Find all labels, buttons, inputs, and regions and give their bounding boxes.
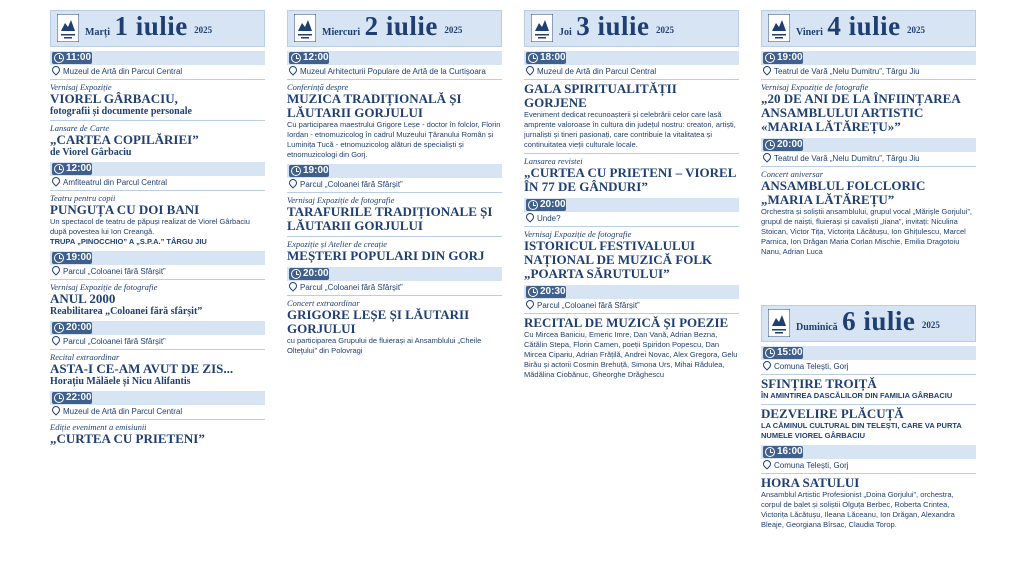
time-badge	[52, 392, 92, 404]
day-header	[50, 10, 265, 47]
time-badge	[289, 165, 329, 177]
event-location	[761, 66, 976, 76]
event-title: TARAFURILE TRADIȚIONALE ȘI LĂUTARII GORJULUI	[287, 204, 493, 233]
day-header	[287, 10, 502, 47]
event-title: ANUL 2000	[50, 291, 116, 306]
event-subtitle: Reabilitarea „Coloanei fără sfârșit”	[50, 306, 203, 317]
event-time: 12:00	[303, 52, 329, 63]
event-time: 19:00	[777, 52, 803, 63]
event-time: 20:00	[540, 199, 566, 210]
day-column	[761, 305, 976, 530]
event-category: Recital extraordinar	[50, 352, 120, 362]
event-category: Vernisaj Expoziție	[50, 82, 112, 92]
event-location	[50, 66, 265, 76]
map-pin-icon	[761, 151, 772, 162]
event-subtitle: de Viorel Gârbaciu	[50, 147, 132, 158]
time-bar	[524, 198, 739, 212]
time-badge	[52, 163, 92, 175]
time-bar	[524, 285, 739, 299]
event-category: Expoziție și Atelier de creație	[287, 239, 388, 249]
divider	[524, 226, 739, 227]
event-title: ISTORICUL FESTIVALULUI NAȚIONAL DE MUZICĂ FOLK „POARTA SĂRUTULUI”	[524, 238, 713, 281]
divider	[524, 79, 739, 80]
map-pin-icon	[761, 458, 772, 469]
time-badge	[763, 446, 803, 458]
clock-icon	[54, 393, 64, 403]
event-time: 11:00	[66, 52, 92, 63]
time-bar	[761, 346, 976, 360]
time-bar	[287, 51, 502, 65]
map-pin-icon	[50, 404, 61, 415]
time-badge	[526, 286, 566, 298]
day-name: Miercuri	[322, 27, 361, 38]
time-badge	[763, 347, 803, 359]
time-bar	[50, 321, 265, 335]
event-title: HORA SATULUI	[761, 475, 860, 490]
day-year: 2025	[907, 25, 926, 35]
event-category: Lansarea revistei	[524, 156, 583, 166]
divider	[761, 404, 976, 405]
location-text: Amfiteatrul din Parcul Central	[63, 178, 168, 187]
event-block	[50, 162, 265, 247]
event-category: Ediție eveniment a emisiunii	[50, 422, 147, 432]
time-badge	[526, 199, 566, 211]
event-location	[524, 66, 739, 76]
event-title: „CURTEA CU PRIETENI – VIOREL ÎN 77 DE GÂNDURI”	[524, 165, 736, 194]
event-title: SFINȚIRE TROIȚĂ	[761, 376, 877, 391]
time-bar	[524, 51, 739, 65]
event-time: 22:00	[66, 392, 92, 403]
event-block	[761, 138, 976, 257]
divider	[50, 190, 265, 191]
clock-icon	[54, 164, 64, 174]
event-title: MUZICA TRADIȚIONALĂ ȘI LĂUTARII GORJULUI	[287, 91, 462, 120]
time-badge	[763, 52, 803, 64]
location-text: Parcul „Coloanei fără Sfârșit”	[63, 337, 166, 346]
map-pin-icon	[761, 64, 772, 75]
location-text: Parcul „Coloanei fără Sfârșit”	[537, 301, 640, 310]
event-title: „CURTEA CU PRIETENI”	[50, 431, 205, 446]
event-time: 18:00	[540, 52, 566, 63]
day-date: 1 iulie	[114, 11, 188, 41]
location-text: Parcul „Coloanei fără Sfârșit”	[63, 267, 166, 276]
map-pin-icon	[50, 264, 61, 275]
event-location	[50, 177, 265, 187]
day-header	[761, 10, 976, 47]
divider	[50, 349, 265, 350]
day-title	[796, 11, 975, 42]
location-text: Muzeul de Artă din Parcul Central	[63, 67, 183, 76]
event-location	[287, 66, 502, 76]
time-bar	[50, 391, 265, 405]
divider	[761, 79, 976, 80]
event-block	[524, 51, 739, 150]
event-block	[761, 346, 976, 401]
event-location	[761, 361, 976, 371]
event-title: GALA SPIRITUALITĂȚII GORJENE	[524, 81, 677, 110]
day-year: 2025	[921, 320, 940, 330]
divider	[524, 313, 739, 314]
event-block	[50, 321, 265, 387]
event-category: Concert aniversar	[761, 169, 824, 179]
day-header	[524, 10, 739, 47]
location-text: Muzeul de Artă din Parcul Central	[537, 67, 657, 76]
event-title: PUNGUȚA CU DOI BANI	[50, 202, 200, 217]
location-text: Parcul „Coloanei fără Sfârșit”	[300, 180, 403, 189]
clock-icon	[765, 53, 775, 63]
event-category: Lansare de Carte	[50, 123, 110, 133]
event-block	[50, 120, 265, 158]
event-block	[761, 51, 976, 134]
divider	[287, 295, 502, 296]
time-badge	[52, 252, 92, 264]
map-pin-icon	[287, 280, 298, 291]
time-bar	[50, 251, 265, 265]
map-pin-icon	[524, 298, 535, 309]
event-time: 12:00	[66, 163, 92, 174]
event-location	[761, 153, 976, 163]
divider	[287, 79, 502, 80]
day-year: 2025	[444, 25, 463, 35]
event-location	[287, 282, 502, 292]
festival-logo-icon	[294, 14, 316, 42]
event-block	[287, 51, 502, 160]
clock-icon	[291, 166, 301, 176]
day-title	[322, 11, 501, 42]
event-title: RECITAL DE MUZICĂ ȘI POEZIE	[524, 315, 729, 330]
event-block	[287, 236, 502, 263]
event-time: 15:00	[777, 347, 803, 358]
day-name: Duminică	[796, 322, 838, 333]
event-category: Concert extraordinar	[287, 298, 360, 308]
day-date: 2 iulie	[364, 11, 438, 41]
clock-icon	[528, 200, 538, 210]
event-time: 16:00	[777, 446, 803, 457]
day-name: Marți	[85, 27, 110, 38]
time-badge	[526, 52, 566, 64]
location-text: Muzeul Arhitecturii Populare de Artă de la Curtișoara	[300, 67, 486, 76]
event-time: 19:00	[66, 252, 92, 263]
map-pin-icon	[524, 211, 535, 222]
time-badge	[289, 52, 329, 64]
time-badge	[763, 139, 803, 151]
event-category: Vernisaj Expoziție de fotografie	[761, 82, 869, 92]
event-location	[524, 213, 739, 223]
day-date: 6 iulie	[842, 306, 916, 336]
day-column	[287, 10, 502, 356]
event-title: VIOREL GÂRBACIU,	[50, 91, 178, 106]
map-pin-icon	[761, 359, 772, 370]
festival-logo-icon	[768, 309, 790, 337]
clock-icon	[765, 447, 775, 457]
map-pin-icon	[287, 64, 298, 75]
day-title	[85, 11, 264, 42]
event-title: „CARTEA COPILĂRIEI”	[50, 132, 199, 147]
event-block	[50, 391, 265, 446]
event-note: TRUPA „PINOCCHIO” A „S.P.A.” TÂRGU JIU	[50, 237, 207, 246]
map-pin-icon	[50, 64, 61, 75]
event-note: ÎN AMINTIREA DASCĂLILOR DIN FAMILIA GÂRBACIU	[761, 391, 953, 400]
clock-icon	[528, 287, 538, 297]
event-block	[761, 445, 976, 530]
time-badge	[52, 52, 92, 64]
event-description: Un spectacol de teatru de păpuși realizat de Viorel Gârbaciu după povestea lui Ion Creangă.	[50, 217, 250, 236]
clock-icon	[54, 253, 64, 263]
time-bar	[50, 51, 265, 65]
event-category: Vernisaj Expoziție de fotografie	[287, 195, 395, 205]
map-pin-icon	[524, 64, 535, 75]
event-description: Eveniment dedicat recunoașterii și celebrării celor care lasă amprente valoroase în cultura din județul nostru: creatori, artiști, jurnaliști și tineri pasionați, care contribuie la vitalitatea și continuitatea vieții culturale locale.	[524, 110, 736, 149]
location-text: Muzeul de Artă din Parcul Central	[63, 407, 183, 416]
day-year: 2025	[655, 25, 674, 35]
event-time: 20:00	[66, 322, 92, 333]
time-badge	[289, 268, 329, 280]
event-category: Teatru pentru copii	[50, 193, 116, 203]
event-category: Conferință despre	[287, 82, 349, 92]
event-category: Vernisaj Expoziție de fotografie	[50, 282, 158, 292]
event-title: GRIGORE LEȘE ȘI LĂUTARII GORJULUI	[287, 307, 470, 336]
time-bar	[761, 445, 976, 459]
event-title: MEȘTERI POPULARI DIN GORJ	[287, 248, 485, 263]
event-subtitle: fotografii și documente personale	[50, 106, 192, 117]
day-header	[761, 305, 976, 342]
event-location	[287, 179, 502, 189]
divider	[524, 153, 739, 154]
event-block	[50, 51, 265, 117]
event-location	[50, 266, 265, 276]
time-bar	[761, 138, 976, 152]
day-name: Vineri	[796, 27, 823, 38]
location-text: Comuna Telești, Gorj	[774, 461, 849, 470]
festival-logo-icon	[57, 14, 79, 42]
event-block	[524, 198, 739, 281]
event-location	[50, 406, 265, 416]
event-subtitle: Horațiu Mălăele și Nicu Alifantis	[50, 376, 191, 387]
divider	[50, 79, 265, 80]
event-block	[524, 285, 739, 380]
event-title: ASTA-I CE-AM AVUT DE ZIS...	[50, 361, 234, 376]
map-pin-icon	[287, 177, 298, 188]
day-column	[50, 10, 265, 446]
location-text: Comuna Telești, Gorj	[774, 362, 849, 371]
divider	[50, 279, 265, 280]
divider	[761, 166, 976, 167]
event-time: 20:00	[303, 268, 329, 279]
day-date: 4 iulie	[827, 11, 901, 41]
day-date: 3 iulie	[576, 11, 650, 41]
event-description: Cu participarea maestrului Grigore Leșe - doctor în folclor, Florin Iordan - etnomuzicolog în cadrul Muzeului Țăranului Român și Luminița Tucă - etnomuzicolog alături de specialiști și etnomuzicologi din Gorj.	[287, 120, 501, 159]
festival-logo-icon	[768, 14, 790, 42]
clock-icon	[528, 53, 538, 63]
event-description: Ansamblul Artistic Profesionist „Doina Gorjului”, orchestra, corpul de balet și soliștii Olguța Berbec, Roberta Crintea, Victorița Lăcătușu, Ileana Lăceanu, Ion Drăgan, Alexandra Bleaje, Georgiana Bîrsac, Claudia Torop.	[761, 490, 955, 529]
day-title	[796, 306, 975, 337]
clock-icon	[765, 140, 775, 150]
clock-icon	[765, 348, 775, 358]
divider	[761, 374, 976, 375]
event-category: Vernisaj Expoziție de fotografie	[524, 229, 632, 239]
divider	[287, 192, 502, 193]
day-name: Joi	[559, 27, 572, 38]
event-location	[50, 336, 265, 346]
event-note: LA CĂMINUL CULTURAL DIN TELEȘTI, CARE VA PURTA NUMELE VIOREL GÂRBACIU	[761, 421, 962, 440]
time-bar	[287, 164, 502, 178]
event-block	[524, 153, 739, 194]
location-text: Teatrul de Vară „Nelu Dumitru”, Târgu Jiu	[774, 67, 920, 76]
event-title: DEZVELIRE PLĂCUȚĂ	[761, 406, 904, 421]
festival-logo-icon	[531, 14, 553, 42]
event-block	[50, 251, 265, 317]
day-column	[524, 10, 739, 380]
divider	[287, 236, 502, 237]
event-location	[524, 300, 739, 310]
time-badge	[52, 322, 92, 334]
event-location	[761, 460, 976, 470]
event-block	[287, 164, 502, 233]
event-time: 19:00	[303, 165, 329, 176]
divider	[50, 419, 265, 420]
location-text: Unde?	[537, 214, 561, 223]
location-text: Parcul „Coloanei fără Sfârșit”	[300, 283, 403, 292]
time-bar	[287, 267, 502, 281]
day-year: 2025	[194, 25, 213, 35]
clock-icon	[54, 53, 64, 63]
event-description: cu participarea Grupului de fluierași ai Ansamblului „Cheile Olteţului” din Polovragi	[287, 336, 482, 355]
event-block	[287, 267, 502, 356]
day-title	[559, 11, 738, 42]
divider	[50, 120, 265, 121]
clock-icon	[291, 269, 301, 279]
event-title: „20 DE ANI DE LA ÎNFIINȚAREA ANSAMBLULUI ARTISTIC «MARIA LĂTĂREȚU»”	[761, 91, 961, 134]
time-bar	[761, 51, 976, 65]
clock-icon	[291, 53, 301, 63]
event-block	[761, 404, 976, 441]
map-pin-icon	[50, 334, 61, 345]
map-pin-icon	[50, 175, 61, 186]
location-text: Teatrul de Vară „Nelu Dumitru”, Târgu Jiu	[774, 154, 920, 163]
time-bar	[50, 162, 265, 176]
event-description: Orchestra și soliștii ansamblului, grupul vocal „Mărişle Gorjului”, grupul de naiști, fluierași și cavaliști „Iiana”, invitați: Niculina Stoican, Victor Tița, Victorița Lăcătușu, Ion Ghițulescu, Marcel Parnica, Ion Drăgan Maria Corlan Mischie, Emilia Dragotoiu Nanu, Adrian Luca	[761, 207, 972, 256]
event-time: 20:00	[777, 139, 803, 150]
divider	[761, 473, 976, 474]
clock-icon	[54, 323, 64, 333]
event-time: 20:30	[540, 286, 566, 297]
event-title: ANSAMBLUL FOLCLORIC „MARIA LĂTĂREȚU”	[761, 178, 926, 207]
day-column	[761, 10, 976, 257]
event-description: Cu Mircea Baniciu, Emeric Imre, Dan Vană, Adrian Bezna, Cătălin Stepa, Florin Camen, poeții Spiridon Popescu, Dan Mircea Cipariu, Adrian Frățilă, Andrei Novac, Alex Gregora, Gelu Birău și actorii Cosmin Brehuță, Simona Urs, Mihai Rădulea, Mădălina Ciobănuc, Gheorghe Drăghescu	[524, 330, 738, 379]
